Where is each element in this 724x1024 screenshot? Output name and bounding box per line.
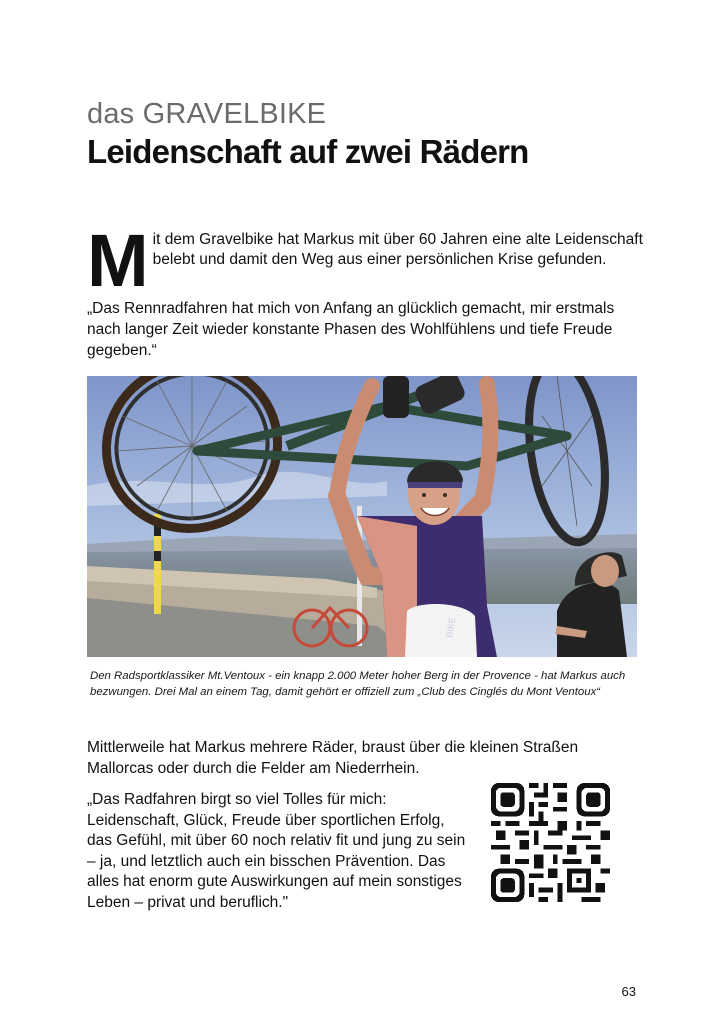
section-kicker: das GRAVELBIKE <box>87 98 327 130</box>
photo-caption: Den Radsportklassiker Mt.Ventoux - ein knapp 2.000 Meter hoher Berg in der Provence - hat Markus auch bezwungen. Drei Mal an einem Tag, damit gehört er offiziell zum „Club des Cinglés du Mont Ventoux“ <box>90 670 626 698</box>
body-paragraph-2: Mittlerweile hat Markus mehrere Räder, braust über die kleinen Straßen Mallorcas oder durch die Felder am Niederrhein. <box>87 739 579 777</box>
quote-paragraph-2: „Das Radfahren birgt so viel Tolles für mich: Leidenschaft, Glück, Freude über sportlichen Erfolg, das Gefühl, mit über 60 noch relativ fit und jung zu sein – ja, und letztlich auch ein bisschen Prävention. Das alles hat enorm gute Auswirkungen auf mein sonstiges Leben – privat und beruflich." <box>87 791 466 911</box>
drop-cap: M <box>87 219 149 302</box>
page-title: Leidenschaft auf zwei Rädern <box>87 133 529 170</box>
cyclist-photo <box>87 376 637 657</box>
jersey-text: BIKE <box>444 616 458 639</box>
intro-text: it dem Gravelbike hat Markus mit über 60 Jahren eine alte Leidenschaft belebt und damit den Weg aus einer persönlichen Krise gefunden. <box>152 231 643 268</box>
quote-paragraph-1: „Das Rennradfahren hat mich von Anfang an glücklich gemacht, mir erstmals nach langer Zeit wieder konstante Phasen des Wohlfühlens und tiefe Freude gegeben.“ <box>87 300 615 359</box>
intro-paragraph <box>87 219 647 302</box>
qr-code-icon[interactable] <box>491 783 610 902</box>
page-number: 63 <box>621 984 636 999</box>
